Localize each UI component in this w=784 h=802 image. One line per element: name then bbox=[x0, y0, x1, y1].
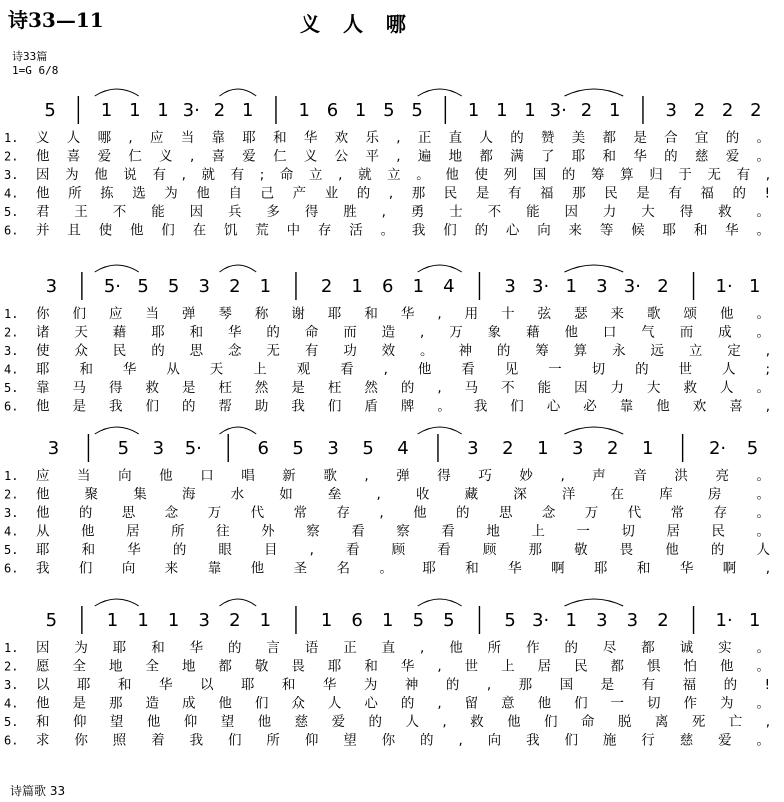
slur-arc bbox=[95, 599, 139, 606]
note: 2 bbox=[606, 438, 619, 459]
slur-arc bbox=[220, 599, 257, 606]
lyric-line: 他喜爱仁义,喜爱仁义公平,遍地都满了耶和华的慈爱。 bbox=[36, 148, 770, 165]
note: 3 bbox=[45, 276, 58, 297]
note: 1 bbox=[259, 610, 272, 631]
note: 4 bbox=[397, 438, 409, 459]
slur-arc bbox=[564, 265, 623, 272]
lyric-line: 他的思念万代常存,他的思念万代常存。 bbox=[36, 505, 770, 521]
lyric-line: 靠马得救是枉然是枉然的,马不能因力大救人。 bbox=[36, 380, 771, 396]
note: 2 bbox=[657, 276, 669, 297]
song-number: 诗33—11 bbox=[8, 8, 104, 32]
note: 3 bbox=[198, 610, 210, 631]
note: 5 bbox=[411, 100, 423, 121]
lyric-line: 以耶和华以耶和华为神的,那国是有福的! bbox=[36, 677, 771, 693]
lyric-line: 你们应当弹琴称谢耶和华,用十弦瑟来歌颂他。 bbox=[36, 306, 771, 322]
slur-arc bbox=[418, 427, 462, 434]
song-source: 诗33篇 bbox=[12, 50, 48, 63]
verse-number: 5. bbox=[4, 381, 19, 395]
slur-arc bbox=[95, 265, 139, 272]
song-title: 义 人 哪 bbox=[300, 12, 414, 36]
note: 3· bbox=[532, 610, 550, 631]
lyric-line: 他聚集海水如垒,收藏深洋在库房。 bbox=[36, 486, 771, 503]
verse-number: 6. bbox=[4, 733, 19, 748]
verse-number: 2. bbox=[4, 149, 19, 164]
verse-number: 1. bbox=[4, 131, 19, 145]
verse-number: 3. bbox=[4, 344, 19, 358]
verse-number: 1. bbox=[4, 307, 19, 321]
slur-arc bbox=[418, 89, 462, 96]
slur-arc bbox=[220, 427, 257, 434]
note: 2· bbox=[708, 438, 727, 459]
note: 1 bbox=[351, 276, 363, 297]
note: 1 bbox=[565, 610, 577, 631]
slur-arc bbox=[95, 89, 139, 96]
note: 5 bbox=[45, 610, 58, 631]
note: 6 bbox=[381, 276, 394, 297]
note: 2 bbox=[229, 610, 241, 631]
note: 3 bbox=[596, 610, 608, 631]
note: 1 bbox=[381, 610, 394, 631]
verse-number: 2. bbox=[4, 325, 19, 340]
note: 6 bbox=[257, 438, 269, 459]
music-system-2 bbox=[0, 262, 784, 432]
verse-number: 5. bbox=[4, 715, 19, 729]
lyric-line: 应当向他口唱新歌,弹得巧妙,声音洪亮。 bbox=[36, 468, 771, 484]
music-system-4 bbox=[0, 596, 784, 766]
note: 3 bbox=[467, 438, 479, 459]
note: 1 bbox=[129, 100, 141, 121]
note: 1 bbox=[137, 610, 149, 631]
note: 5 bbox=[117, 438, 130, 459]
slur-arc bbox=[564, 427, 623, 434]
lyric-line: 我们向来靠他圣名。耶和华啊耶和华啊, bbox=[36, 560, 770, 577]
note: 1 bbox=[106, 610, 119, 631]
verse-number: 1. bbox=[4, 641, 19, 655]
note: 2 bbox=[213, 100, 226, 121]
note: 5 bbox=[44, 100, 56, 121]
note: 3· bbox=[623, 276, 641, 297]
note: 1 bbox=[748, 276, 761, 297]
lyric-line: 从他居所往外察看察看地上一切居民。 bbox=[36, 523, 770, 540]
slur-arc bbox=[418, 599, 462, 606]
slur-arc bbox=[564, 599, 623, 606]
verse-number: 3. bbox=[4, 678, 19, 692]
note: 1 bbox=[298, 100, 310, 121]
note: 5 bbox=[443, 610, 455, 631]
note: 5 bbox=[362, 438, 374, 459]
verse-number: 4. bbox=[4, 696, 19, 711]
note: 5 bbox=[292, 438, 304, 459]
note: 2 bbox=[320, 276, 333, 297]
note: 3 bbox=[626, 610, 639, 631]
note: 1 bbox=[157, 100, 169, 121]
verse-number: 4. bbox=[4, 362, 19, 377]
note: 3· bbox=[549, 100, 567, 121]
note: 3 bbox=[596, 276, 608, 297]
note: 1 bbox=[320, 610, 333, 631]
note: 1· bbox=[715, 610, 733, 631]
note: 1 bbox=[496, 100, 508, 121]
lyric-line: 君王不能因兵多得胜,勇士不能因力大得救。 bbox=[36, 204, 770, 220]
note: 1 bbox=[100, 100, 113, 121]
verse-number: 2. bbox=[4, 487, 19, 502]
lyric-line: 愿全地全地都敬畏耶和华,世上居民都惧怕他。 bbox=[36, 658, 771, 675]
note: 6 bbox=[326, 100, 339, 121]
note: 4 bbox=[443, 276, 455, 297]
note: 1 bbox=[167, 610, 180, 631]
key-signature: 1=G 6/8 bbox=[12, 64, 59, 77]
note: 3· bbox=[182, 100, 200, 121]
note: 1 bbox=[641, 438, 654, 459]
lyric-line: 使众民的思念无有功效。神的筹算永远立定, bbox=[36, 343, 770, 359]
slur-arc bbox=[220, 89, 257, 96]
lyric-line: 耶和华的眼目,看顾看顾那敬畏他的人 bbox=[36, 542, 770, 558]
note: 2 bbox=[657, 610, 669, 631]
note: 5 bbox=[383, 100, 395, 121]
note: 2 bbox=[580, 100, 593, 121]
note: 2 bbox=[750, 100, 762, 121]
verse-number: 2. bbox=[4, 659, 19, 674]
note: 6 bbox=[351, 610, 363, 631]
lyric-line: 求你照着我们所仰望你的,向我们施行慈爱。 bbox=[36, 732, 770, 749]
note: 1 bbox=[565, 276, 577, 297]
lyric-line: 和仰望他仰望他慈爱的人,救他们命脱离死亡, bbox=[36, 714, 770, 730]
note: 1 bbox=[748, 610, 761, 631]
music-system-1 bbox=[0, 86, 784, 256]
note: 1 bbox=[537, 438, 549, 459]
note: 2 bbox=[229, 276, 241, 297]
slur-arc bbox=[95, 427, 139, 434]
lyric-line: 他是那造成他们众人心的,留意他们一切作为。 bbox=[36, 695, 771, 712]
note: 3 bbox=[47, 438, 60, 459]
note: 1 bbox=[524, 100, 536, 121]
footer-caption: 诗篇歌 33 bbox=[10, 784, 66, 798]
note: 1 bbox=[259, 276, 272, 297]
lyric-line: 因为耶和华的言语正直,他所作的尽都诚实。 bbox=[36, 640, 770, 656]
note: 3 bbox=[504, 276, 516, 297]
lyric-line: 义人哪,应当靠耶和华欢乐,正直人的赞美都是合宜的。 bbox=[36, 130, 770, 146]
note: 3 bbox=[572, 438, 584, 459]
note: 5· bbox=[184, 438, 202, 459]
slur-arc bbox=[418, 265, 462, 272]
note: 2 bbox=[693, 100, 706, 121]
note: 5· bbox=[103, 276, 122, 297]
verse-number: 4. bbox=[4, 524, 19, 539]
verse-number: 6. bbox=[4, 223, 19, 238]
lyric-line: 因为他说有,就有;命立,就立。他使列国的筹算归于无有, bbox=[36, 167, 770, 183]
lyric-line: 并且使他们在饥荒中存活。我们的心向来等候耶和华。 bbox=[36, 222, 770, 239]
note: 5 bbox=[746, 438, 759, 459]
note: 3 bbox=[327, 438, 339, 459]
verse-number: 4. bbox=[4, 186, 19, 201]
verse-number: 6. bbox=[4, 399, 19, 414]
verse-number: 6. bbox=[4, 561, 19, 576]
note: 1 bbox=[467, 100, 480, 121]
note: 2 bbox=[721, 100, 734, 121]
note: 5 bbox=[137, 276, 149, 297]
note: 1 bbox=[242, 100, 254, 121]
note: 3 bbox=[152, 438, 165, 459]
note: 3 bbox=[198, 276, 210, 297]
verse-number: 3. bbox=[4, 168, 19, 182]
slur-arc bbox=[220, 265, 257, 272]
note: 5 bbox=[167, 276, 180, 297]
slur-arc bbox=[564, 89, 623, 96]
verse-number: 5. bbox=[4, 205, 19, 219]
note: 1· bbox=[715, 276, 733, 297]
lyric-line: 他所拣选为他自己产业的,那民是有福那民是有福的! bbox=[36, 185, 771, 202]
verse-number: 5. bbox=[4, 543, 19, 557]
note: 1 bbox=[412, 276, 425, 297]
note: 5 bbox=[504, 610, 516, 631]
note: 5 bbox=[412, 610, 425, 631]
verse-number: 1. bbox=[4, 469, 19, 483]
note: 3· bbox=[532, 276, 550, 297]
verse-number: 3. bbox=[4, 506, 19, 520]
lyric-line: 诸天藉耶和华的命而造,万象藉他口气而成。 bbox=[36, 324, 770, 341]
note: 1 bbox=[354, 100, 367, 121]
lyric-line: 他是我们的帮助我们盾牌。我们心必靠他欢喜, bbox=[36, 398, 771, 415]
lyric-line: 耶和华从天上观看,他看见一切的世人; bbox=[36, 361, 771, 378]
note: 1 bbox=[609, 100, 621, 121]
note: 3 bbox=[665, 100, 677, 121]
note: 2 bbox=[502, 438, 514, 459]
music-system-3 bbox=[0, 424, 784, 594]
